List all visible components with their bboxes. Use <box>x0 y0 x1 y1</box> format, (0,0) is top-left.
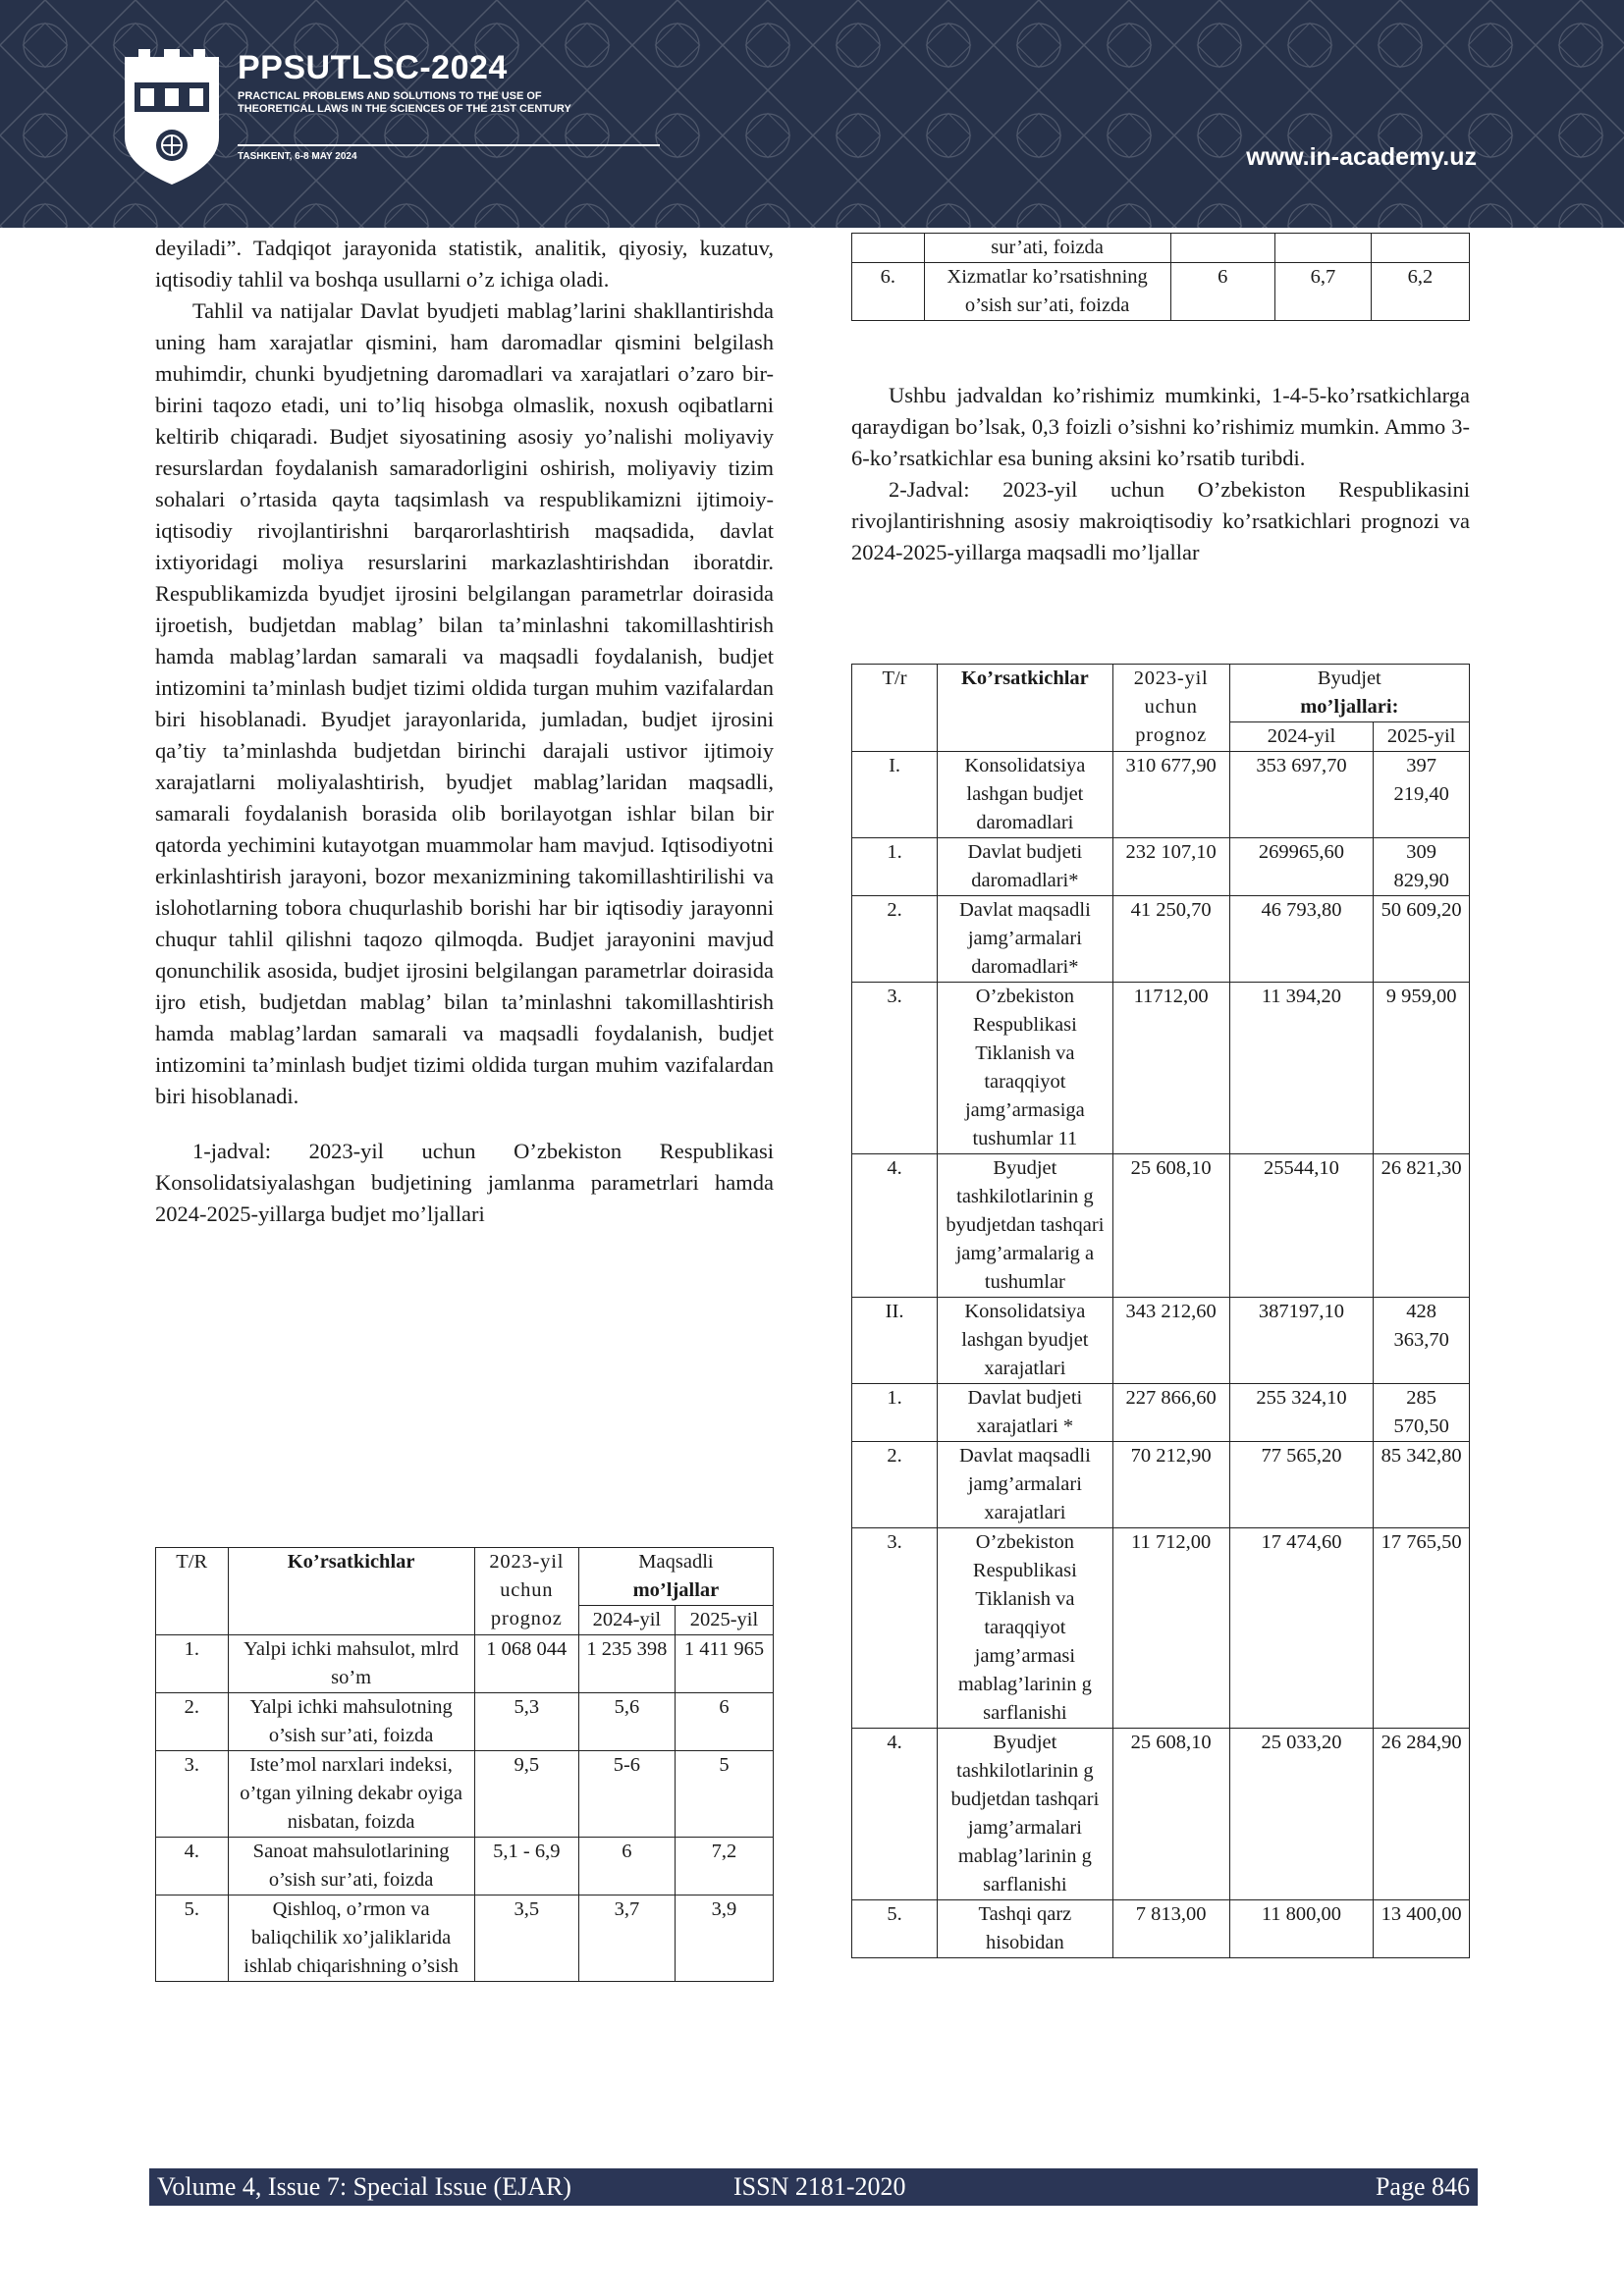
cell-2025: 26 821,30 <box>1374 1154 1470 1298</box>
paragraph-methods-tail: deyiladi”. Tadqiqot jarayonida statistik, analitik, qiyosiy, kuzatuv, iqtisodiy tahlil va boshqa usullarni o’z ichiga oladi. <box>155 236 774 292</box>
table-header-row <box>852 665 1470 722</box>
cell-2023 <box>1170 234 1274 263</box>
cell-number: 2. <box>156 1693 229 1751</box>
header-budget-label: Byudjet <box>1317 667 1381 689</box>
table-row <box>852 234 1470 263</box>
cell-number: 2. <box>852 896 938 983</box>
conference-location-date: TASHKENT, 6-8 MAY 2024 <box>238 151 357 162</box>
cell-indicator: Yalpi ichki mahsulotning o’sish sur’ati, foizda <box>228 1693 474 1751</box>
cell-2025: 3,9 <box>675 1896 773 1982</box>
cell-2025: 26 284,90 <box>1374 1729 1470 1900</box>
cell-2024: 6,7 <box>1274 263 1371 321</box>
cell-indicator: Tashqi qarz hisobidan <box>938 1900 1113 1958</box>
cell-number: 1. <box>852 1384 938 1442</box>
table-row <box>852 896 1470 983</box>
cell-number: 4. <box>156 1838 229 1896</box>
footer-page-number: Page 846 <box>1375 2172 1470 2201</box>
header-indicators: Ko’rsatkichlar <box>228 1548 474 1635</box>
cell-2025: 13 400,00 <box>1374 1900 1470 1958</box>
header-tr: T/r <box>852 665 938 752</box>
website-link[interactable]: www.in-academy.uz <box>1246 143 1477 171</box>
cell-number <box>852 234 925 263</box>
cell-2023: 25 608,10 <box>1112 1154 1229 1298</box>
cell-indicator: Konsolidatsiya lashgan byudjet xarajatlari <box>938 1298 1113 1384</box>
table-row <box>852 263 1470 321</box>
cell-2023: 70 212,90 <box>1112 1442 1229 1528</box>
cell-indicator: sur’ati, foizda <box>924 234 1170 263</box>
conference-title: PPSUTLSC-2024 <box>238 49 508 86</box>
header-2024: 2024-yil <box>578 1606 675 1635</box>
table-row <box>852 1900 1470 1958</box>
table-row <box>852 838 1470 896</box>
cell-2025: 85 342,80 <box>1374 1442 1470 1528</box>
table2-caption: 2-Jadval: 2023-yil uchun O’zbekiston Respublikasini rivojlantirishning asosiy makroiqtisodiy ko’rsatkichlari prognozi va 2024-2025-yillarga maqsadli mo’ljallar <box>851 477 1470 564</box>
cell-2024: 387197,10 <box>1229 1298 1374 1384</box>
cell-number: 3. <box>156 1751 229 1838</box>
cell-number: 5. <box>852 1900 938 1958</box>
cell-2024: 5-6 <box>578 1751 675 1838</box>
cell-2024: 353 697,70 <box>1229 752 1374 838</box>
cell-number: II. <box>852 1298 938 1384</box>
cell-2024: 25 033,20 <box>1229 1729 1374 1900</box>
cell-2023: 25 608,10 <box>1112 1729 1229 1900</box>
cell-number: 1. <box>852 838 938 896</box>
cell-2025: 50 609,20 <box>1374 896 1470 983</box>
conference-subtitle: PRACTICAL PROBLEMS AND SOLUTIONS TO THE USE OF THEORETICAL LAWS IN THE SCIENCES OF THE 21ST CENTURY <box>238 90 571 115</box>
cell-2024: 11 394,20 <box>1229 983 1374 1154</box>
table-row <box>156 1693 774 1751</box>
paragraph-table1-analysis: Ushbu jadvaldan ko’rishimiz mumkinki, 1-4-5-ko’rsatkichlarga qaraydigan bo’lsak, 0,3 foizli o’sishni ko’rishimiz mumkin. Ammo 3-6-ko’rsatkichlar esa buning aksini ko’rsatib turibdi. <box>851 383 1470 470</box>
cell-number: 2. <box>852 1442 938 1528</box>
cell-2023: 41 250,70 <box>1112 896 1229 983</box>
header-budget-targets <box>1229 665 1469 722</box>
cell-2023: 227 866,60 <box>1112 1384 1229 1442</box>
cell-number: I. <box>852 752 938 838</box>
cell-2024: 1 235 398 <box>578 1635 675 1693</box>
table-row <box>852 1384 1470 1442</box>
cell-2025: 428 363,70 <box>1374 1298 1470 1384</box>
table-row <box>852 983 1470 1154</box>
castle-logo-icon <box>123 49 221 187</box>
cell-2025: 285 570,50 <box>1374 1384 1470 1442</box>
cell-2023: 11 712,00 <box>1112 1528 1229 1729</box>
table-row <box>156 1838 774 1896</box>
cell-2024: 77 565,20 <box>1229 1442 1374 1528</box>
cell-2024: 255 324,10 <box>1229 1384 1374 1442</box>
cell-2025: 6,2 <box>1371 263 1469 321</box>
table-row <box>156 1635 774 1693</box>
header-targets-sub: mo’ljallar <box>632 1579 720 1601</box>
cell-2024: 5,6 <box>578 1693 675 1751</box>
cell-indicator: Davlat maqsadli jamg’armalari daromadlari* <box>938 896 1113 983</box>
cell-2024: 46 793,80 <box>1229 896 1374 983</box>
cell-2024 <box>1274 234 1371 263</box>
cell-2023: 9,5 <box>474 1751 578 1838</box>
cell-2024: 6 <box>578 1838 675 1896</box>
cell-indicator: Xizmatlar ko’rsatishning o’sish sur’ati, foizda <box>924 263 1170 321</box>
footer-volume: Volume 4, Issue 7: Special Issue (EJAR) <box>157 2172 571 2201</box>
header-2025: 2025-yil <box>675 1606 773 1635</box>
header-targets-label: Maqsadli <box>638 1551 714 1573</box>
header-2023-forecast: 2023-yil uchun prognoz <box>474 1548 578 1635</box>
right-column <box>851 380 1470 568</box>
conference-logo <box>123 49 584 196</box>
cell-indicator: Qishloq, o’rmon va baliqchilik xo’jaliklarida ishlab chiqarishning o’sish <box>228 1896 474 1982</box>
table-header-row <box>156 1548 774 1606</box>
header-indicators: Ko’rsatkichlar <box>938 665 1113 752</box>
table-1 <box>155 1547 774 1982</box>
paragraph-results: Tahlil va natijalar Davlat byudjeti mablag’larini shakllantirishda uning ham xarajatlar qismini, ham daromadlar qismini belgilash muhimdir, chunki byudjetning daromadlari va xarajatlari o’zaro bir-birini taqozo etadi, uni to’liq hisobga olmaslik, noxush oqibatlarni keltirib chiqaradi. Budjet siyosatining asosiy yo’nalishi moliyaviy resurslardan foydalanish samaradorligini oshirish, moliyaviy tizim sohalari o’rtasida qayta taqsimlash va respublikamizni ijtimoiy-iqtisodiy rivojlantirishni barqarorlashtirish maqsadida, davlat ixtiyoridagi moliya resurslarini markazlashtirishdan iboratdir. Respublikamizda byudjet ijrosini belgilangan parametrlar doirasida ijroetish, budjetdan mablag’ bilan ta’minlashni takomillashtirish hamda mablag’lardan samarali va maqsadli foydalanish, budjet intizomini ta’minlash budjet tizimi oldida turgan muhim vazifalardan biri hisoblanadi. Byudjet jarayonlarida, jumladan, budjet ijrosini qa’tiy ta’minlashda budjetdan birinchi darajali ustivor ijtimoiy xarajatlarni moliyalashtirish, byudjet mablag’laridan maqsadli, samarali foydalanish borasida olib borilayotgan ishlar bilan bir qatorda yechimini kutayotgan muammolar ham mavjud. Iqtisodiyotni erkinlashtirish jarayoni, bozor mexanizmining takomillashtirilishi va islohotlarning tobora chuqurlashib borishi har bir iqtisodiy jarayonni chuqur tahlil qilishni taqozo qilmoqda. Budjet jarayonini mavjud qonunchilik asosida, budjet ijrosini belgilangan parametrlar doirasida ijro etish, budjetdan mablag’ bilan ta’minlashni takomillashtirish hamda mablag’lardan samarali va maqsadli foydalanish, budjet intizomini ta’minlash budjet tizimi oldida turgan muhim vazifalardan biri hisoblanadi. <box>155 298 774 1108</box>
cell-2025: 17 765,50 <box>1374 1528 1470 1729</box>
header-tr: T/R <box>156 1548 229 1635</box>
cell-indicator: Byudjet tashkilotlarinin g byudjetdan tashqari jamg’armalarig a tushumlar <box>938 1154 1113 1298</box>
header-budget-sub: mo’ljallari: <box>1300 696 1399 718</box>
cell-2024: 3,7 <box>578 1896 675 1982</box>
cell-2025: 9 959,00 <box>1374 983 1470 1154</box>
table-row <box>852 752 1470 838</box>
table-row <box>156 1896 774 1982</box>
cell-2025: 6 <box>675 1693 773 1751</box>
cell-indicator: Konsolidatsiya lashgan budjet daromadlari <box>938 752 1113 838</box>
table-row <box>852 1442 1470 1528</box>
cell-2024: 17 474,60 <box>1229 1528 1374 1729</box>
cell-indicator: Davlat budjeti xarajatlari * <box>938 1384 1113 1442</box>
cell-number: 3. <box>852 983 938 1154</box>
cell-2025: 5 <box>675 1751 773 1838</box>
page-footer <box>149 2168 1478 2206</box>
header-targets <box>578 1548 773 1606</box>
table-2 <box>851 664 1470 1958</box>
cell-2025: 1 411 965 <box>675 1635 773 1693</box>
cell-2023: 232 107,10 <box>1112 838 1229 896</box>
cell-indicator: Sanoat mahsulotlarining o’sish sur’ati, foizda <box>228 1838 474 1896</box>
table1-caption: 1-jadval: 2023-yil uchun O’zbekiston Respublikasi Konsolidatsiyalashgan budjetining jamlanma parametrlari hamda 2024-2025-yillarga budjet mo’ljallari <box>155 1139 774 1226</box>
cell-indicator: O’zbekiston Respublikasi Tiklanish va taraqqiyot jamg’armasiga tushumlar 11 <box>938 983 1113 1154</box>
table-row <box>852 1528 1470 1729</box>
cell-number: 4. <box>852 1729 938 1900</box>
cell-2025: 397 219,40 <box>1374 752 1470 838</box>
cell-2024: 25544,10 <box>1229 1154 1374 1298</box>
header-2023-forecast: 2023-yil uchun prognoz <box>1112 665 1229 752</box>
table-row <box>852 1154 1470 1298</box>
header-2025: 2025-yil <box>1374 722 1470 752</box>
cell-number: 6. <box>852 263 925 321</box>
cell-indicator: Davlat budjeti daromadlari* <box>938 838 1113 896</box>
cell-number: 3. <box>852 1528 938 1729</box>
left-column <box>155 233 774 1230</box>
cell-indicator: Iste’mol narxlari indeksi, o’tgan yilning dekabr oyiga nisbatan, foizda <box>228 1751 474 1838</box>
cell-2024: 11 800,00 <box>1229 1900 1374 1958</box>
cell-2023: 3,5 <box>474 1896 578 1982</box>
cell-number: 4. <box>852 1154 938 1298</box>
cell-2023: 5,3 <box>474 1693 578 1751</box>
cell-2023: 1 068 044 <box>474 1635 578 1693</box>
table-row <box>156 1751 774 1838</box>
cell-number: 1. <box>156 1635 229 1693</box>
footer-issn: ISSN 2181-2020 <box>733 2172 906 2201</box>
cell-indicator: Yalpi ichki mahsulot, mlrd so’m <box>228 1635 474 1693</box>
table-row <box>852 1729 1470 1900</box>
cell-number: 5. <box>156 1896 229 1982</box>
cell-2023: 343 212,60 <box>1112 1298 1229 1384</box>
logo-divider <box>238 144 660 146</box>
cell-2023: 310 677,90 <box>1112 752 1229 838</box>
cell-indicator: Davlat maqsadli jamg’armalari xarajatlari <box>938 1442 1113 1528</box>
cell-indicator: O’zbekiston Respublikasi Tiklanish va taraqqiyot jamg’armasi mablag’larinin g sarflanishi <box>938 1528 1113 1729</box>
table-1-continued <box>851 233 1470 321</box>
cell-2023: 7 813,00 <box>1112 1900 1229 1958</box>
header-2024: 2024-yil <box>1229 722 1374 752</box>
cell-2025 <box>1371 234 1469 263</box>
cell-2025: 7,2 <box>675 1838 773 1896</box>
cell-indicator: Byudjet tashkilotlarinin g budjetdan tashqari jamg’armalari mablag’larinin g sarflanishi <box>938 1729 1113 1900</box>
cell-2025: 309 829,90 <box>1374 838 1470 896</box>
cell-2024: 269965,60 <box>1229 838 1374 896</box>
cell-2023: 11712,00 <box>1112 983 1229 1154</box>
cell-2023: 5,1 - 6,9 <box>474 1838 578 1896</box>
header-banner <box>0 0 1624 228</box>
table-row <box>852 1298 1470 1384</box>
cell-2023: 6 <box>1170 263 1274 321</box>
